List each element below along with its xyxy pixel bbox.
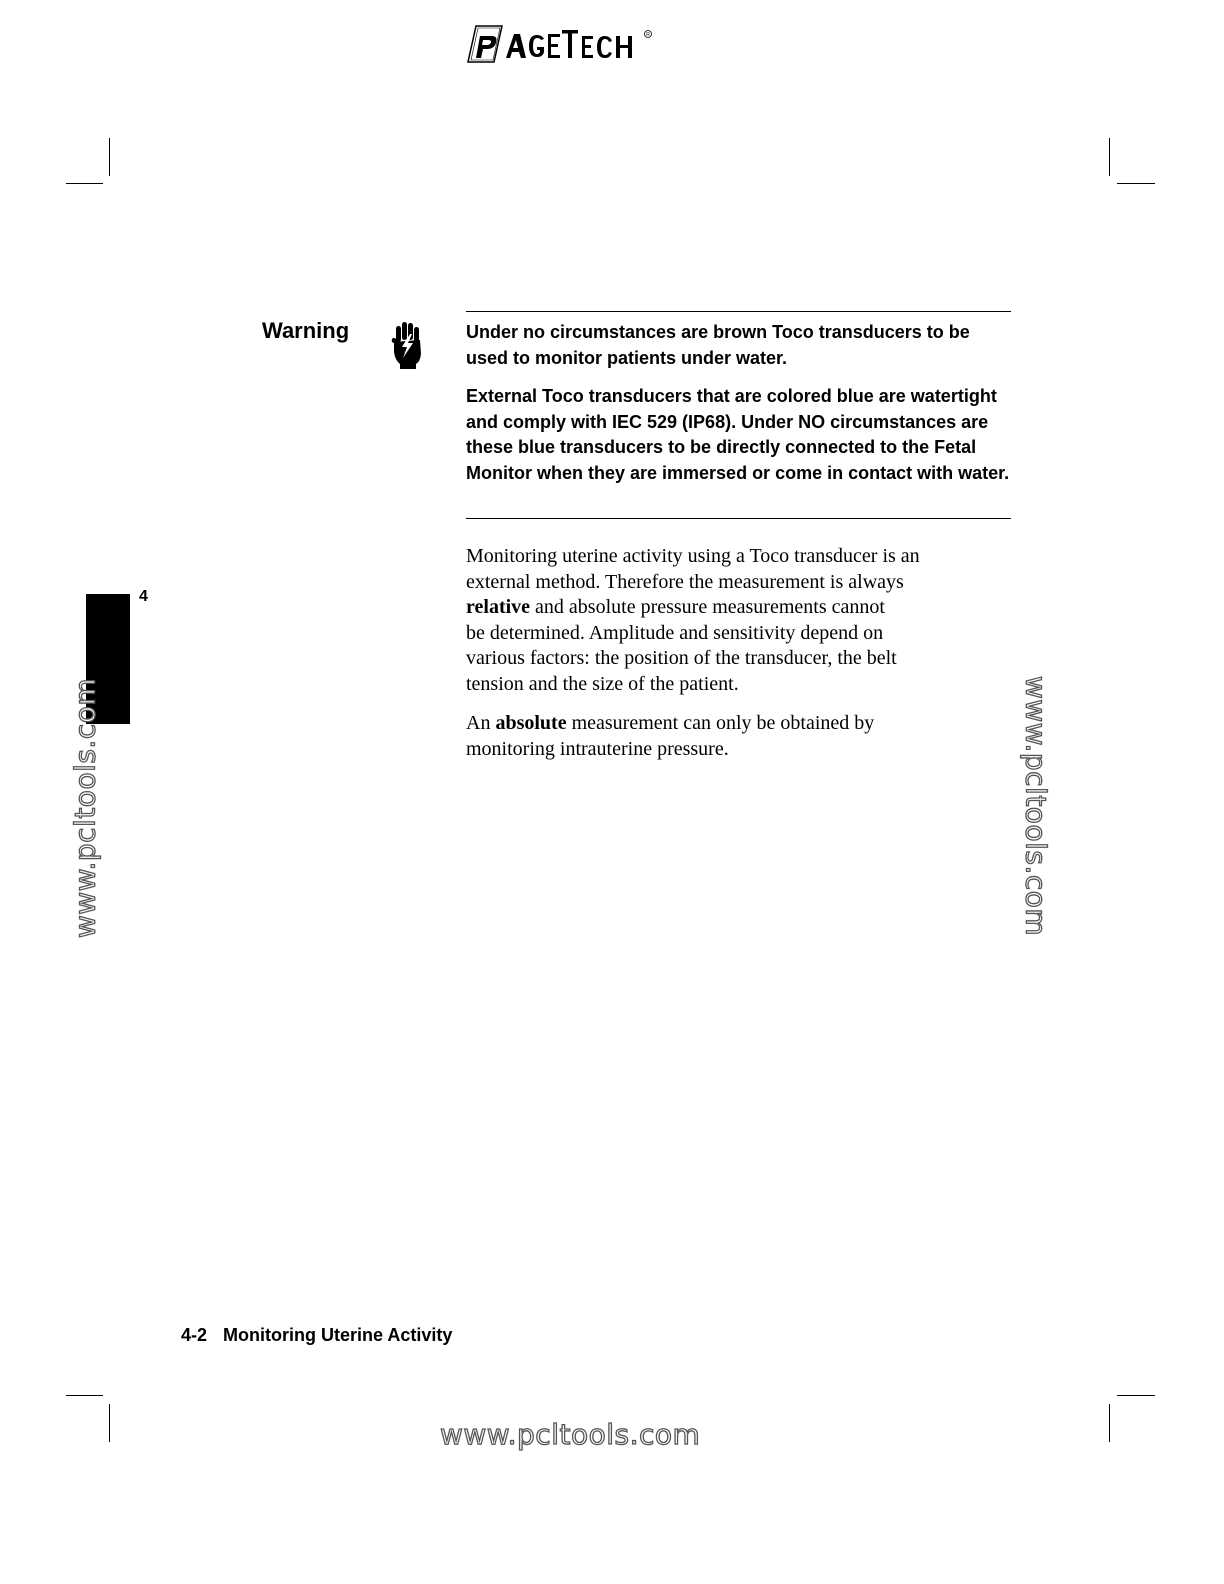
warning-paragraph-2: External Toco transducers that are colored blue are watertight and comply with IEC 529 (IP68). Under NO circumstances are these blue transducers to be directly connected to the Fetal Monitor when they are immersed or come in contact with water. [466, 386, 1010, 483]
watermark-right: www.pcltools.com [1019, 675, 1053, 937]
crop-mark-bl-horizontal [66, 1395, 103, 1396]
warning-paragraph-1: Under no circumstances are brown Toco transducers to be used to monitor patients under water. [466, 322, 970, 368]
emphasis-relative: relative [466, 596, 531, 619]
body-line: Monitoring uterine activity using a Toco transducer is an [466, 545, 920, 567]
body-line: various factors: the position of the transducer, the belt [466, 647, 897, 670]
watermark-left: www.pcltools.com [68, 677, 102, 939]
pagetech-logo [462, 22, 662, 68]
page-footer [181, 1325, 452, 1346]
crop-mark-tl-vertical [109, 138, 110, 176]
crop-mark-bl-vertical [109, 1404, 110, 1442]
svg-text:R: R [646, 32, 650, 38]
warning-top-rule [466, 311, 1011, 312]
body-line [466, 595, 1026, 621]
footer-section-title: Monitoring Uterine Activity [223, 1325, 453, 1345]
body-line [466, 711, 1026, 737]
body-line: monitoring intrauterine pressure. [466, 737, 729, 760]
logo-graphic [462, 22, 662, 68]
crop-mark-tl-horizontal [66, 183, 103, 184]
body-text: measurement can only be obtained by [566, 712, 875, 734]
body-line: tension and the size of the patient. [466, 672, 739, 695]
chapter-number: 4 [139, 588, 148, 605]
watermark-bottom: www.pcltools.com [440, 1418, 701, 1451]
crop-mark-tr-horizontal [1117, 183, 1155, 184]
body-paragraph-2 [466, 711, 1026, 762]
body-paragraph-1 [466, 544, 1026, 698]
body-text: An [466, 712, 496, 734]
warning-bottom-rule [466, 518, 1011, 519]
hand-shock-icon [390, 320, 424, 370]
footer-page-number: 4-2 [181, 1325, 208, 1345]
warning-label: Warning [262, 318, 350, 343]
crop-mark-br-horizontal [1117, 1395, 1155, 1396]
crop-mark-br-vertical [1109, 1404, 1110, 1442]
body-line: external method. Therefore the measurement is always [466, 570, 904, 593]
body-text: and absolute pressure measurements cannot [530, 596, 885, 619]
emphasis-absolute: absolute [495, 712, 567, 734]
body-line: be determined. Amplitude and sensitivity depend on [466, 621, 884, 644]
crop-mark-tr-vertical [1109, 138, 1110, 176]
